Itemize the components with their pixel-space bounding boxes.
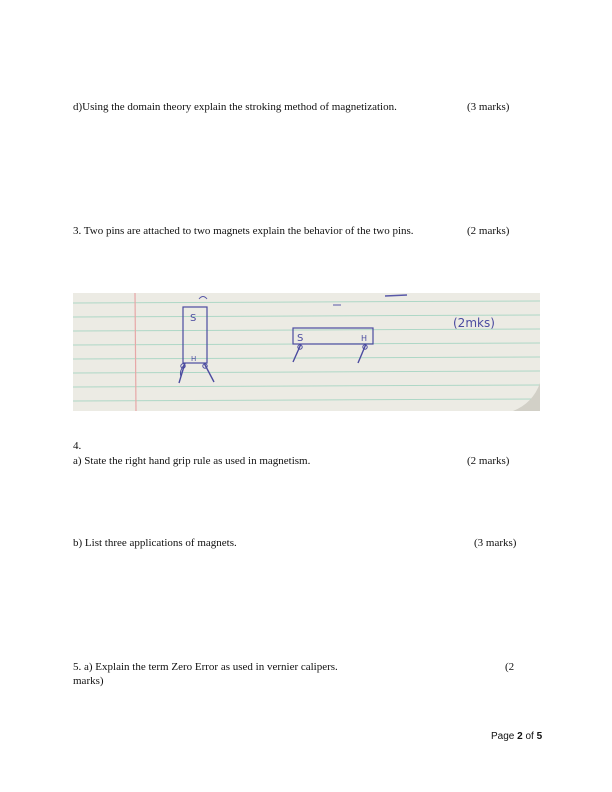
current-page: 2 <box>517 731 523 742</box>
total-pages: 5 <box>536 731 543 742</box>
question-4a-text: a) State the right hand grip rule as used in magnetism. <box>73 455 311 467</box>
question-3-marks: (2 marks) <box>467 225 510 237</box>
magnet2-right-label: H <box>361 334 368 343</box>
question-5a-text: 5. a) Explain the term Zero Error as used in vernier calipers. <box>73 661 338 673</box>
page-prefix: Page <box>491 731 515 742</box>
question-3d-marks: (3 marks) <box>467 101 510 113</box>
question-5a-marks-continued: marks) <box>73 675 104 687</box>
magnets-pins-photo <box>73 293 540 411</box>
question-4b-marks: (3 marks) <box>474 537 517 549</box>
question-5a-marks: (2 <box>505 661 515 673</box>
question-4-number: 4. <box>73 440 82 452</box>
question-4b-text: b) List three applications of magnets. <box>73 537 237 549</box>
magnet1-top-label: S <box>190 313 197 324</box>
question-3d-text: d)Using the domain theory explain the stroking method of magnetization. <box>73 101 397 113</box>
page-number <box>491 731 542 742</box>
page-of: of <box>525 731 534 742</box>
question-3-text: 3. Two pins are attached to two magnets explain the behavior of the two pins. <box>73 225 414 237</box>
handwritten-marks-label: (2mks) <box>453 316 495 330</box>
magnet2-left-label: S <box>297 333 304 344</box>
magnet1-bottom-label: H <box>191 355 197 363</box>
question-4a-marks: (2 marks) <box>467 455 510 467</box>
